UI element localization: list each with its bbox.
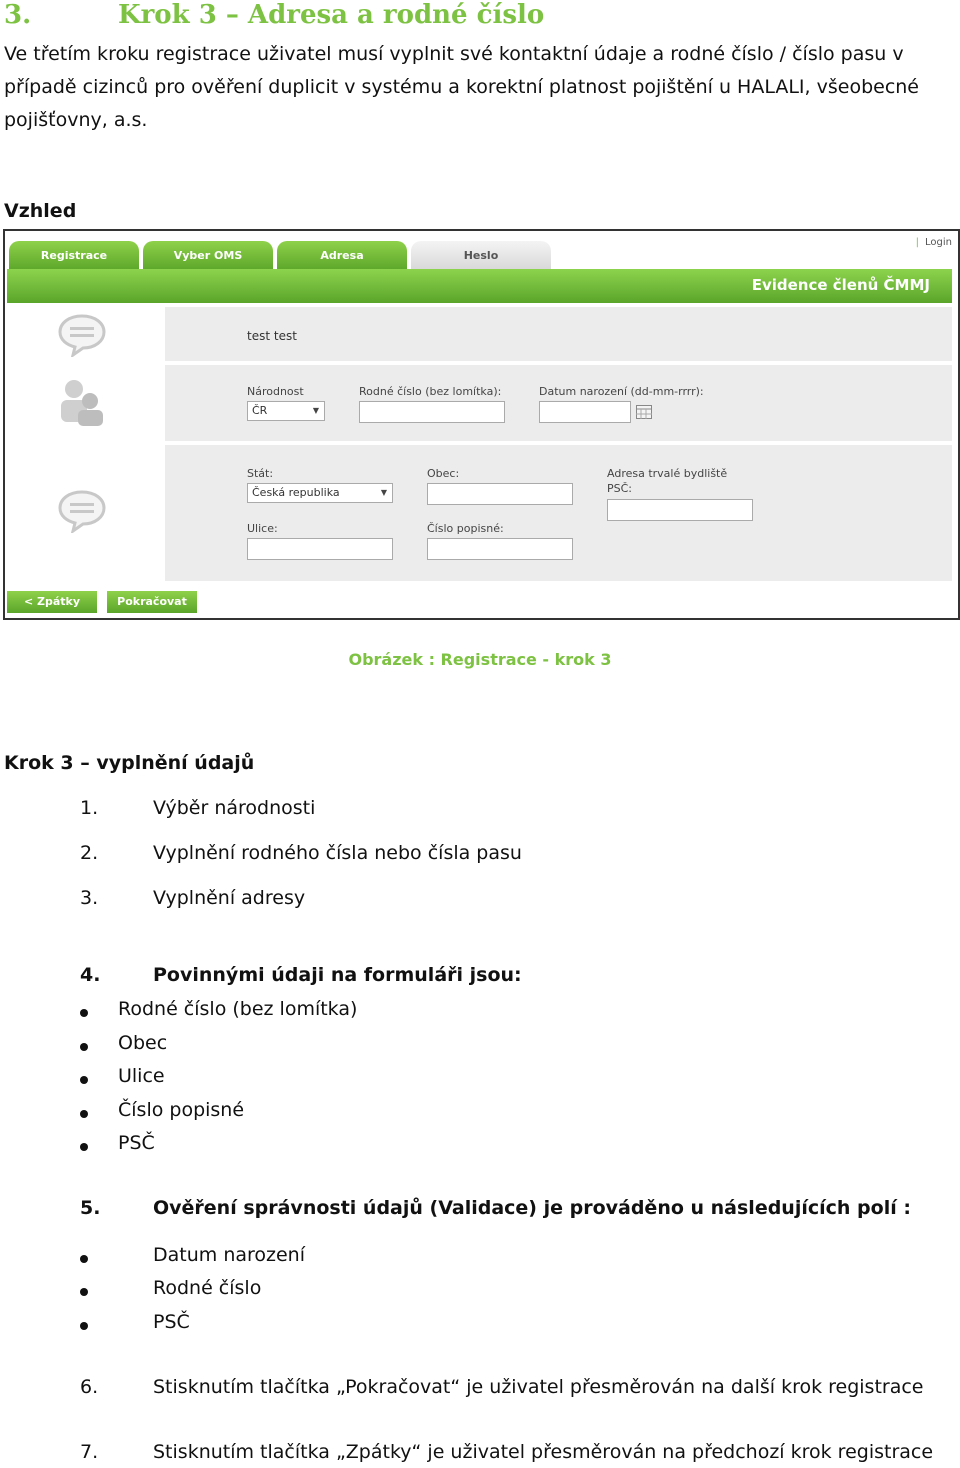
chat-bubble-icon [57, 313, 107, 357]
intro-paragraph: Ve třetím kroku registrace uživatel musí vyplnit své kontaktní údaje a rodné číslo / číslo pasu v případě cizinců pro ověření duplicit v systému a korektní platnost pojištění u HALALI, všeobecné pojišťovny, a.s. [4, 43, 919, 131]
street-input[interactable] [247, 538, 393, 560]
birth-date-label: Datum narození (dd-mm-rrrr): [539, 385, 704, 398]
section-number: 3. [4, 0, 32, 30]
continue-button[interactable]: Pokračovat [107, 591, 197, 613]
tab-registrace[interactable]: Registrace [9, 241, 139, 269]
state-label: Stát: [247, 467, 274, 480]
section-heading [4, 0, 544, 30]
figure-caption: Obrázek : Registrace - krok 3 [348, 650, 612, 669]
town-label: Obec: [427, 467, 460, 480]
brand-bar [7, 269, 952, 303]
address-icon-cell [7, 445, 165, 581]
address-label: Adresa trvalé bydliště [607, 467, 728, 480]
appearance-label: Vzhled [4, 200, 77, 222]
house-number-input[interactable] [427, 538, 573, 560]
users-icon [57, 377, 105, 427]
state-select[interactable]: Česká republika ▼ [247, 483, 393, 503]
zip-input[interactable] [607, 499, 753, 521]
street-label: Ulice: [247, 522, 278, 535]
user-name: test test [247, 329, 297, 343]
birth-number-label: Rodné číslo (bez lomítka): [359, 385, 502, 398]
birth-date-input[interactable] [539, 401, 631, 423]
app-header [5, 231, 958, 303]
brand-title: Evidence členů ČMMJ [751, 276, 930, 294]
chevron-down-icon: ▼ [380, 488, 387, 497]
chat-bubble-icon [57, 489, 107, 533]
tab-heslo[interactable]: Heslo [411, 241, 551, 269]
calendar-icon[interactable] [636, 405, 652, 419]
login-link[interactable]: | Login [915, 237, 952, 248]
nationality-label: Národnost [247, 385, 304, 398]
registration-screenshot [3, 229, 960, 620]
tab-vyber-oms[interactable]: Vyber OMS [143, 241, 273, 269]
back-button[interactable]: < Zpátky [7, 591, 97, 613]
section-title: Krok 3 – Adresa a rodné číslo [118, 0, 545, 30]
identity-icon-cell [7, 365, 165, 441]
chevron-down-icon: ▼ [312, 406, 319, 415]
zip-label: PSČ: [607, 482, 633, 495]
nationality-select[interactable]: ČR ▼ [247, 401, 325, 421]
tab-adresa[interactable]: Adresa [277, 241, 407, 269]
town-input[interactable] [427, 483, 573, 505]
house-number-label: Číslo popisné: [427, 522, 504, 535]
step-heading: Krok 3 – vyplnění údajů [4, 752, 255, 774]
user-icon-cell [7, 307, 165, 361]
birth-number-input[interactable] [359, 401, 505, 423]
